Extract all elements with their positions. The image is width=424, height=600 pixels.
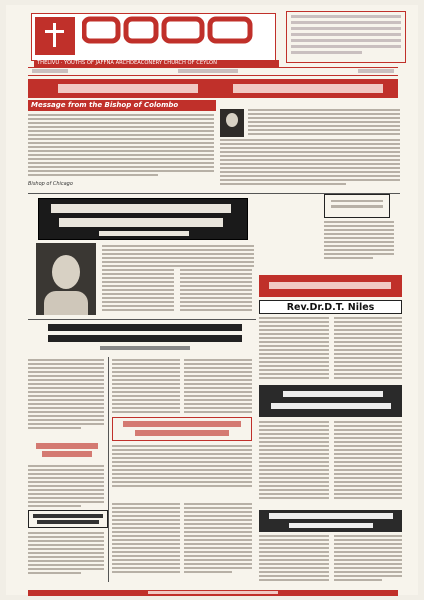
world-council-headline [259,275,402,297]
masthead-motto-box [286,11,406,63]
anniversary-celebration-heading [324,194,390,218]
greeting-message-body-2 [220,139,400,187]
issue-dateline [28,67,398,76]
freedom-headline-box [38,198,248,240]
independence-article-col-1 [259,421,329,501]
issue-number [358,69,394,73]
bishop-signoff: Bishop of Chicago [28,181,73,187]
bottom-article-col-2 [184,503,252,575]
masthead-tagline: THELIVU · YOUTHS OF JAFFNA ARCHDEACONERY CHURCH OF CEYLON [34,60,279,67]
niles-article-col-2 [334,317,402,381]
church-logo-icon [35,17,75,55]
freedom-headline-line-1 [51,204,231,213]
issue-date [178,69,238,73]
niles-article-col-1 [259,317,329,381]
freedom-article-col-2 [180,269,252,313]
fellowship-headline-box [112,417,252,441]
freedom-headline-line-2 [59,218,223,227]
freedom-headline-byline [99,231,189,236]
front-page-banner [28,79,398,98]
brother-sister-headline-box [28,510,108,528]
page-footer-strip [28,590,398,596]
anniversary-heading [58,84,198,93]
left-news-column [28,359,104,431]
issue-volume [32,69,68,73]
fellowship-article-body [112,445,252,489]
clergy-portrait-photo [220,109,244,137]
greeting-message-body [248,109,400,137]
relationship-headline-box [40,322,250,354]
newspaper-page [6,5,418,595]
bishop-message-header: Message from the Bishop of Colombo [28,100,216,111]
freedom-article-intro [102,245,254,269]
masthead-title-lettering [82,13,262,47]
education-headline-box [259,510,402,532]
relationship-article-col-1 [112,359,180,415]
bottom-article-col-1 [112,503,180,575]
niles-headline: Rev.Dr.D.T. Niles [259,300,402,314]
education-article-col-1 [259,535,329,583]
left-feature-heading [32,441,102,461]
elder-portrait-photo [36,243,96,315]
left-feature-body [28,465,104,509]
independence-headline-box [259,385,402,417]
independence-article-col-2 [334,421,402,501]
education-article-col-2 [334,535,402,583]
anniversary-celebration-body [324,221,394,261]
relationship-article-col-2 [184,359,252,415]
masthead [31,13,276,66]
bishop-message-body [28,114,214,178]
message-section-heading [233,84,383,93]
freedom-article-col-1 [102,269,174,313]
masthead-title [82,13,262,54]
brother-sister-body [28,532,104,576]
